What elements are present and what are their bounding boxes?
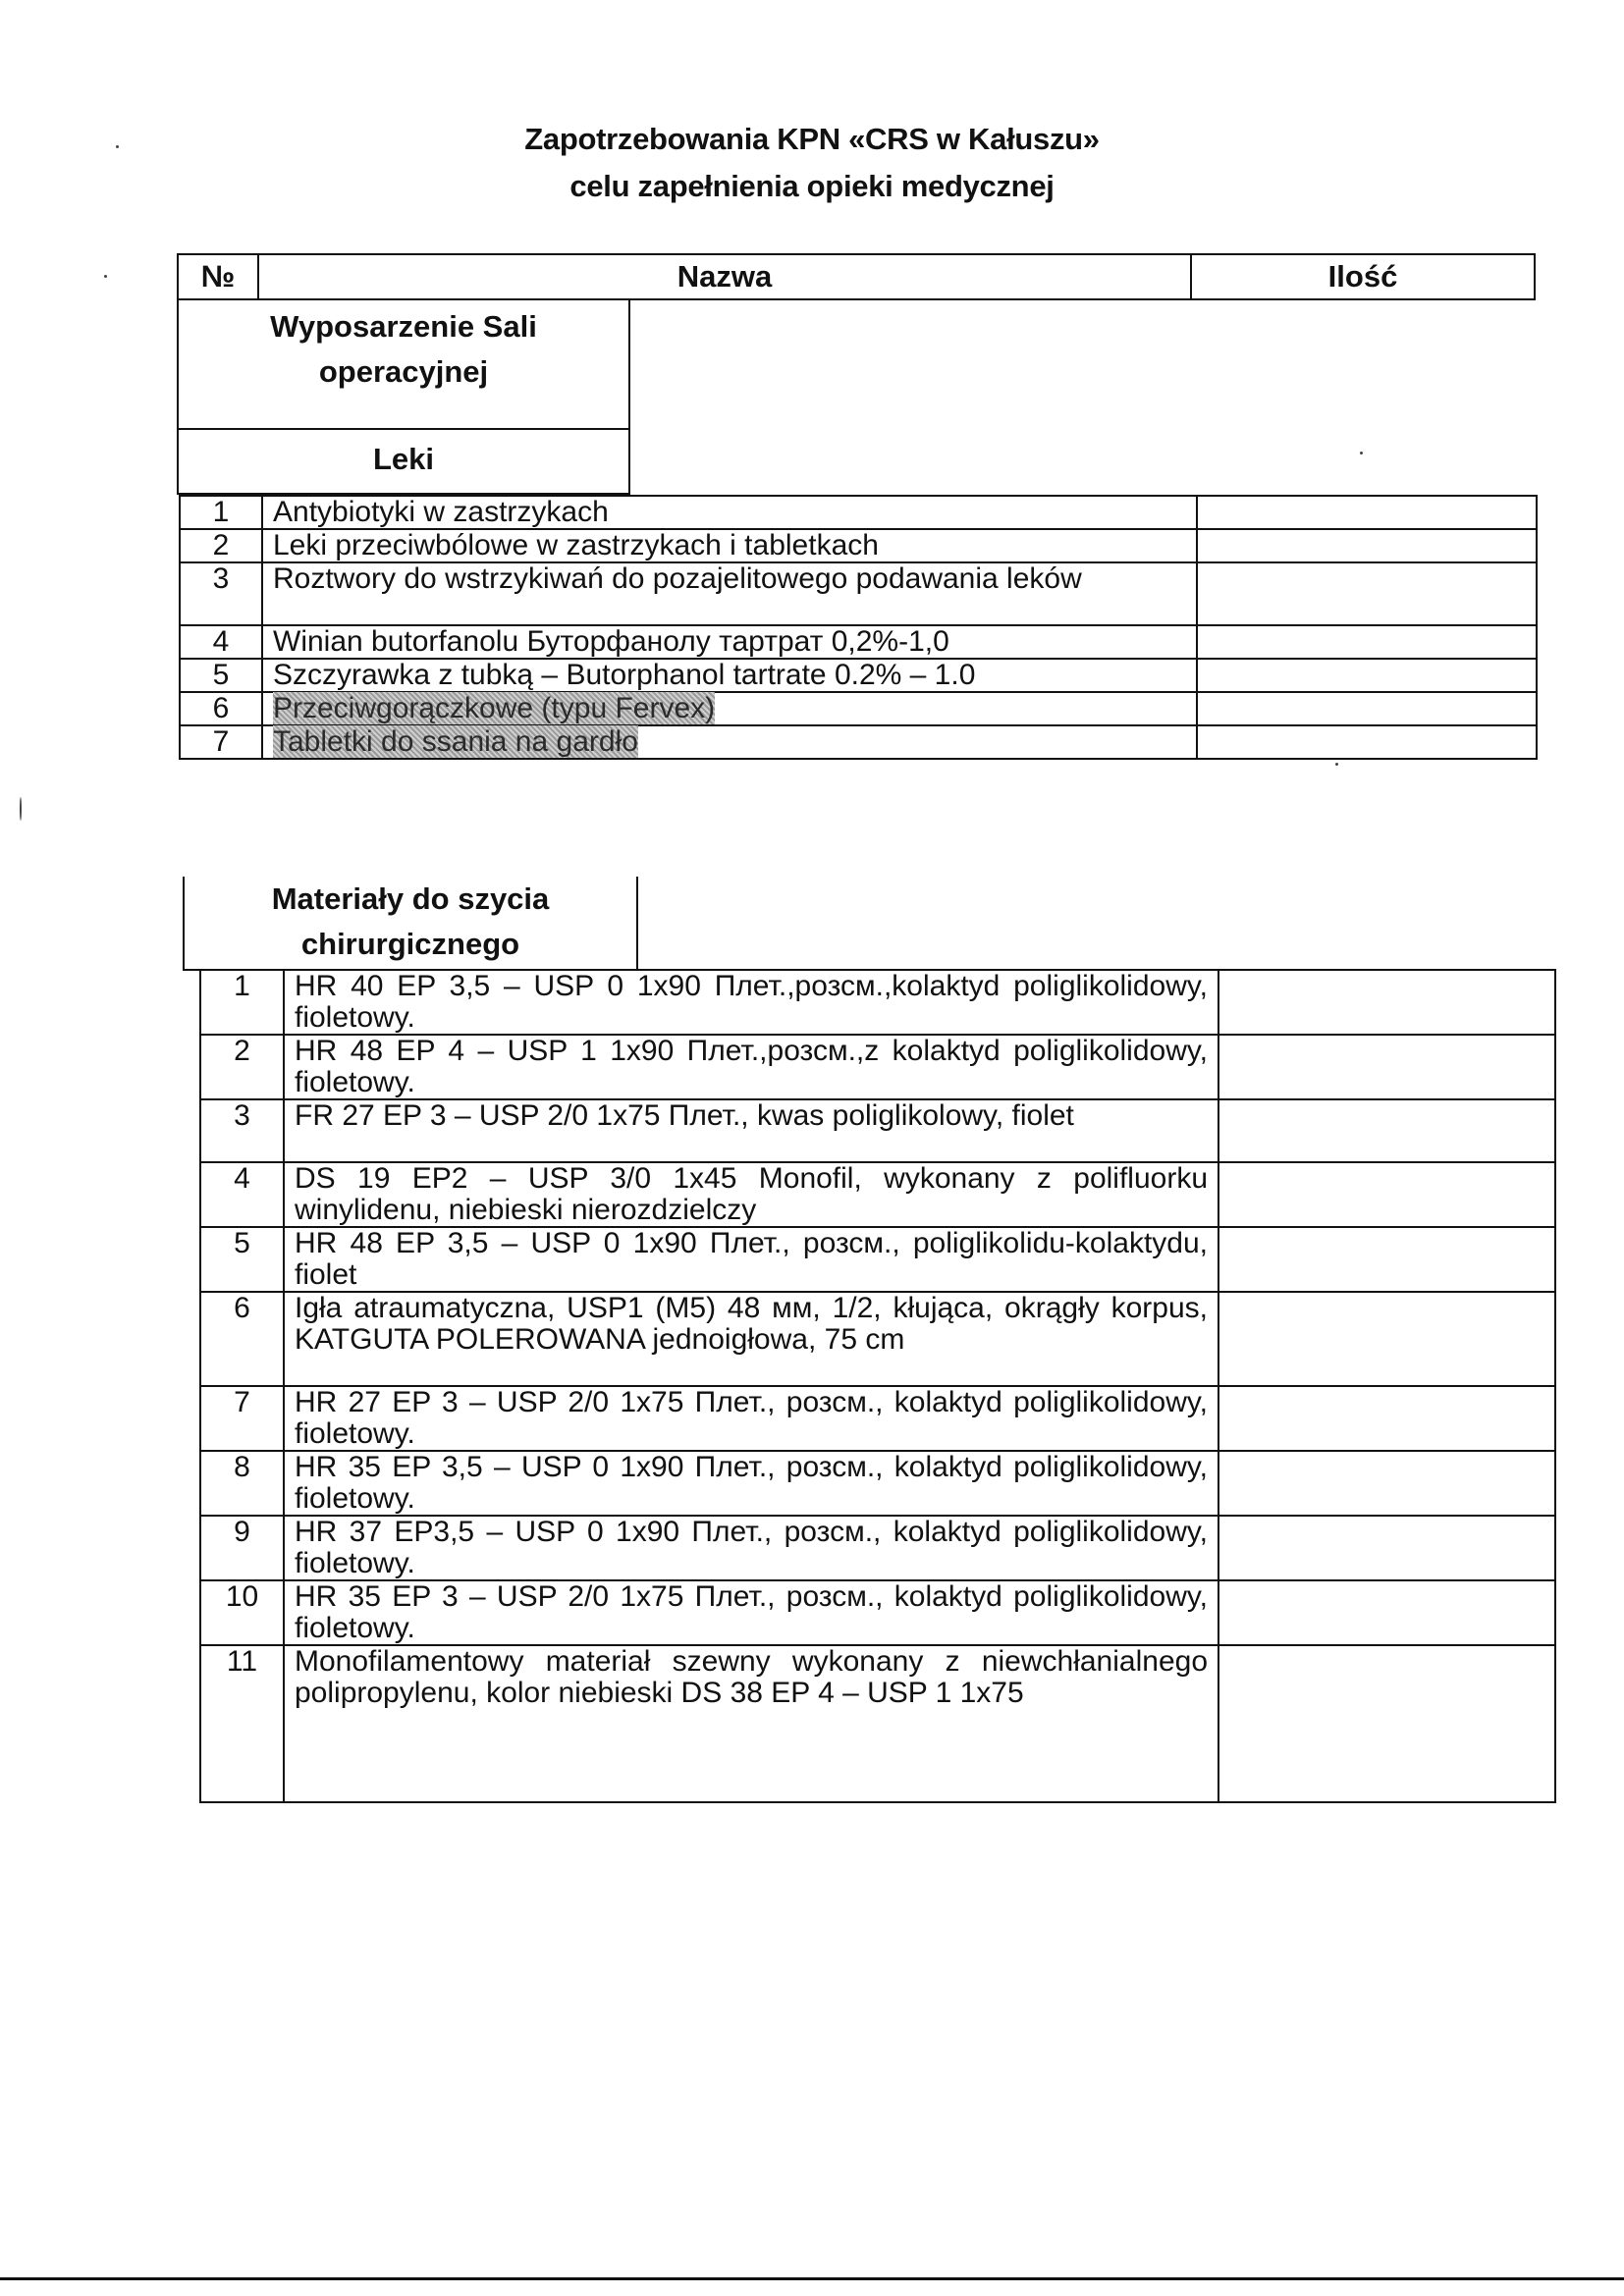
table-row <box>180 725 1537 759</box>
item-name: Monofilamentowy materiał szewny wykonany z niewchłanialnego polipropylenu, kolor niebieski DS 38 EP 4 – USP 1 1x75 <box>295 1645 1208 1709</box>
column-header-name: Nazwa <box>258 254 1191 299</box>
quantity-cell[interactable] <box>1218 1516 1555 1580</box>
quantity-cell[interactable] <box>1197 625 1537 659</box>
table-row <box>200 1451 1555 1516</box>
row-number: 8 <box>200 1451 284 1516</box>
table-row <box>180 562 1537 625</box>
scan-speck <box>1360 452 1363 454</box>
column-header-quantity: Ilość <box>1191 254 1535 299</box>
quantity-cell[interactable] <box>1197 562 1537 625</box>
item-name: HR 27 EP 3 – USP 2/0 1x75 Плет., розсм., kolaktyd poliglikolidowy, fioletowy. <box>295 1386 1208 1450</box>
quantity-cell[interactable] <box>1218 1451 1555 1516</box>
item-name: HR 37 EP3,5 – USP 0 1x90 Плет., розсм., kolaktyd poliglikolidowy, fioletowy. <box>295 1516 1208 1579</box>
row-number: 3 <box>200 1099 284 1162</box>
item-name: HR 35 EP 3,5 – USP 0 1x90 Плет., розсм., kolaktyd poliglikolidowy, fioletowy. <box>295 1451 1208 1515</box>
quantity-cell[interactable] <box>1197 659 1537 692</box>
row-name-cell <box>284 1386 1218 1451</box>
item-name: Antybiotyki w zastrzykach <box>273 496 609 528</box>
table-row <box>200 1580 1555 1645</box>
table-row <box>180 496 1537 529</box>
table-row <box>180 529 1537 562</box>
table-row <box>200 1035 1555 1099</box>
row-number: 7 <box>200 1386 284 1451</box>
row-number: 10 <box>200 1580 284 1645</box>
item-name: Igła atraumatyczna, USP1 (M5) 48 мм, 1/2, kłująca, okrągły korpus, KATGUTA POLEROWANA jednoigłowa, 75 cm <box>295 1292 1208 1356</box>
table-row <box>200 1227 1555 1292</box>
quantity-cell[interactable] <box>1218 970 1555 1035</box>
row-name-cell <box>284 1035 1218 1099</box>
quantity-cell[interactable] <box>1218 1386 1555 1451</box>
column-header-number: № <box>178 254 258 299</box>
row-name-cell <box>262 659 1197 692</box>
item-name: Winian butorfanolu Буторфанолу тартрат 0,2%-1,0 <box>273 625 949 658</box>
table-row <box>200 1099 1555 1162</box>
item-name: FR 27 EP 3 – USP 2/0 1x75 Плет., kwas poliglikolowy, fiolet <box>295 1099 1074 1132</box>
table-row <box>180 659 1537 692</box>
quantity-cell[interactable] <box>1218 1035 1555 1099</box>
quantity-cell[interactable] <box>1218 1227 1555 1292</box>
quantity-cell[interactable] <box>1218 1099 1555 1162</box>
table-row <box>200 1645 1555 1802</box>
row-number: 1 <box>200 970 284 1035</box>
quantity-cell[interactable] <box>1197 725 1537 759</box>
section-heading-leki <box>177 428 630 495</box>
table-row <box>180 625 1537 659</box>
item-name: HR 35 EP 3 – USP 2/0 1x75 Плет., розсм., kolaktyd poliglikolidowy, fioletowy. <box>295 1580 1208 1644</box>
row-name-cell <box>262 692 1197 725</box>
scan-speck <box>20 797 22 821</box>
category-heading-line2: operacyjnej <box>318 354 489 389</box>
table-row <box>200 1516 1555 1580</box>
document-title: Zapotrzebowania KPN «CRS w Kałuszu» <box>524 122 1100 156</box>
quantity-cell[interactable] <box>1197 496 1537 529</box>
row-name-cell <box>284 1451 1218 1516</box>
row-number: 5 <box>200 1227 284 1292</box>
row-name-cell <box>262 725 1197 759</box>
item-name-highlighted: Tabletki do ssania na gardło <box>273 725 638 758</box>
row-name-cell <box>284 1645 1218 1802</box>
item-name: DS 19 EP2 – USP 3/0 1x45 Monofil, wykonany z polifluorku winylidenu, niebieski nierozdzielczy <box>295 1162 1208 1226</box>
item-name: Roztwory do wstrzykiwań do pozajelitowego podawania leków <box>273 562 1082 595</box>
table-row <box>200 970 1555 1035</box>
row-number: 5 <box>180 659 262 692</box>
row-number: 4 <box>200 1162 284 1227</box>
section-title-line2: chirurgicznego <box>300 927 520 961</box>
row-number: 11 <box>200 1645 284 1802</box>
row-number: 6 <box>180 692 262 725</box>
quantity-cell[interactable] <box>1218 1580 1555 1645</box>
row-name-cell <box>284 1292 1218 1386</box>
table-row <box>180 692 1537 725</box>
row-name-cell <box>262 562 1197 625</box>
page-bottom-rule <box>0 2277 1624 2280</box>
quantity-cell[interactable] <box>1218 1162 1555 1227</box>
row-name-cell <box>284 970 1218 1035</box>
row-name-cell <box>262 625 1197 659</box>
row-name-cell <box>262 529 1197 562</box>
scan-speck <box>104 275 107 278</box>
row-number: 7 <box>180 725 262 759</box>
row-name-cell <box>284 1099 1218 1162</box>
row-number: 4 <box>180 625 262 659</box>
row-number: 2 <box>180 529 262 562</box>
row-number: 1 <box>180 496 262 529</box>
row-name-cell <box>262 496 1197 529</box>
row-number: 6 <box>200 1292 284 1386</box>
item-name-highlighted: Przeciwgorączkowe (typu Fervex) <box>273 692 716 724</box>
row-name-cell <box>284 1227 1218 1292</box>
row-name-cell <box>284 1162 1218 1227</box>
table-section-leki <box>179 495 1538 760</box>
scan-speck <box>1335 763 1338 766</box>
table-section-materials <box>199 969 1556 1803</box>
table-row <box>200 1162 1555 1227</box>
row-name-cell <box>284 1516 1218 1580</box>
row-number: 2 <box>200 1035 284 1099</box>
section-title-line1: Materiały do szycia <box>271 881 550 916</box>
table-row <box>200 1386 1555 1451</box>
row-name-cell <box>284 1580 1218 1645</box>
item-name: HR 40 EP 3,5 – USP 0 1x90 Плет.,розсм.,kolaktyd poliglikolidowy, fioletowy. <box>295 970 1208 1034</box>
item-name: Leki przeciwbólowe w zastrzykach i tabletkach <box>273 529 879 561</box>
category-heading-line1: Wyposarzenie Sali <box>270 309 537 344</box>
quantity-cell[interactable] <box>1218 1292 1555 1386</box>
quantity-cell[interactable] <box>1197 529 1537 562</box>
item-name: HR 48 EP 3,5 – USP 0 1x90 Плет., розсм., poliglikolidu-kolaktydu, fiolet <box>295 1227 1208 1291</box>
category-heading <box>177 300 630 430</box>
scan-speck <box>116 145 119 148</box>
quantity-cell[interactable] <box>1197 692 1537 725</box>
row-number: 3 <box>180 562 262 625</box>
document-subtitle: celu zapełnienia opieki medycznej <box>569 169 1055 203</box>
section-title: Leki <box>372 442 435 476</box>
item-name: Szczyrawka z tubką – Butorphanol tartrate 0.2% – 1.0 <box>273 659 976 691</box>
item-name: HR 48 EP 4 – USP 1 1x90 Плет.,розсм.,z kolaktyd poliglikolidowy, fioletowy. <box>295 1035 1208 1098</box>
quantity-cell[interactable] <box>1218 1645 1555 1802</box>
table-header <box>177 253 1536 300</box>
table-row <box>200 1292 1555 1386</box>
section-heading-materials <box>183 877 638 971</box>
row-number: 9 <box>200 1516 284 1580</box>
